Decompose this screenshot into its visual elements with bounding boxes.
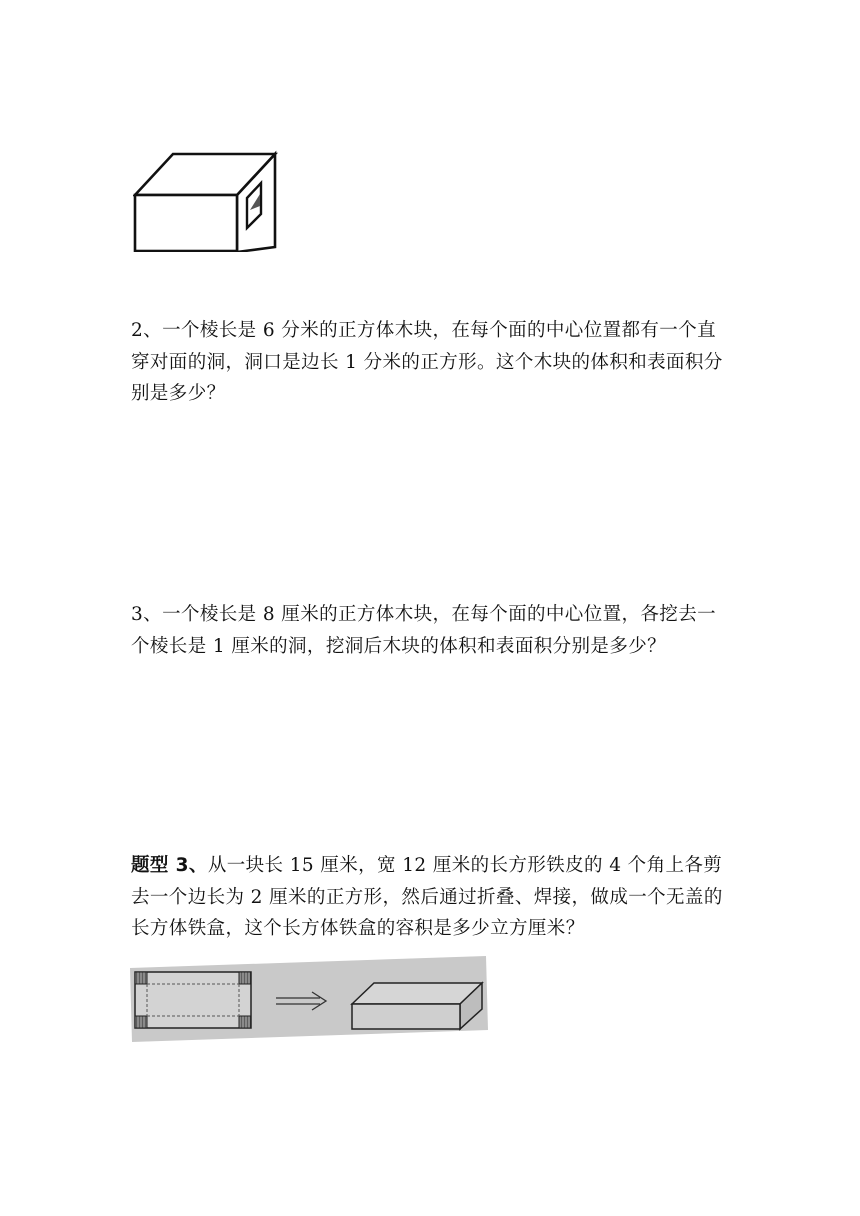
problem-type-3-text: 从一块长 15 厘米，宽 12 厘米的长方形铁皮的 4 个角上各剪去一个边长为 2 厘米的正方形，然后通过折叠、焊接，做成一个无盖的长方体铁盒，这个长方体铁盒的容积是多少立方厘米？ xyxy=(131,855,723,939)
problem-2: 2、一个棱长是 6 分米的正方体木块，在每个面的中心位置都有一个直穿对面的洞，洞口是边长 1 分米的正方形。这个木块的体积和表面积分别是多少？ xyxy=(131,320,723,404)
flat-sheet-icon xyxy=(135,972,251,1028)
problem-3: 3、一个棱长是 8 厘米的正方体木块，在每个面的中心位置，各挖去一个棱长是 1 厘米的洞，挖洞后木块的体积和表面积分别是多少？ xyxy=(131,604,717,657)
problem-type-label: 题型 3、 xyxy=(131,855,208,876)
problem-type-3 xyxy=(131,850,731,945)
box-with-hole-figure xyxy=(133,148,279,252)
open-box-icon xyxy=(352,983,482,1029)
folding-tin-figure xyxy=(130,956,488,1042)
